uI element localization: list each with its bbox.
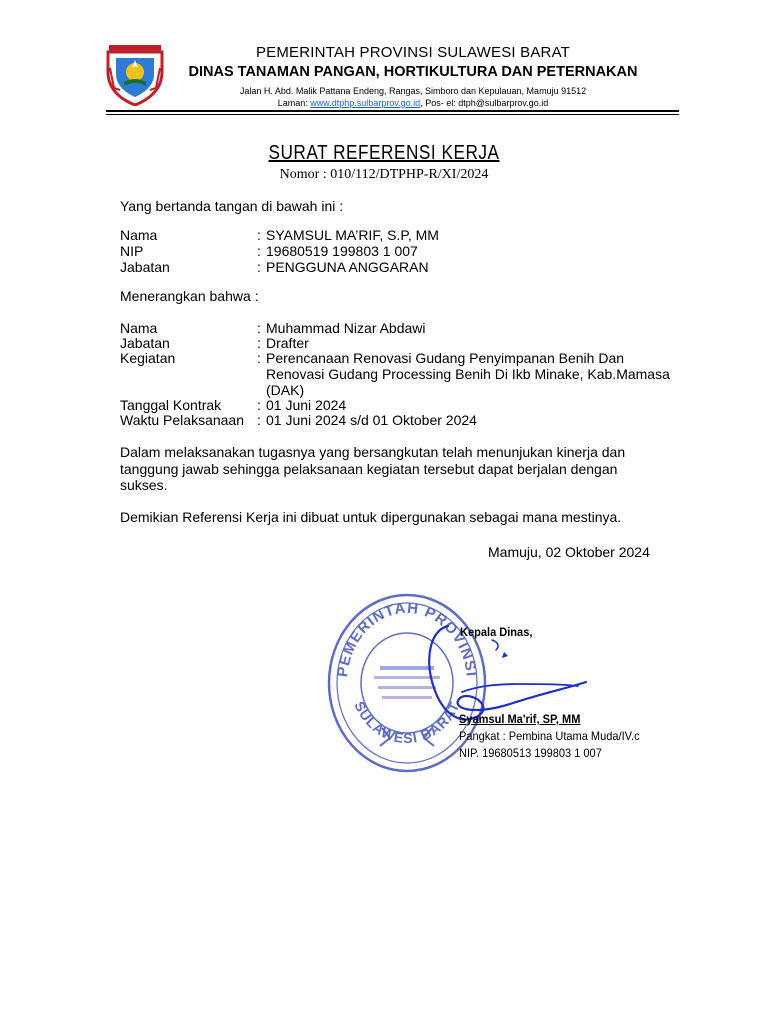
laman-label: Laman: bbox=[277, 98, 311, 108]
closing-paragraph: Demikian Referensi Kerja ini dibuat untuk dipergunakan sebagai mana mestinya. bbox=[120, 509, 622, 525]
agency-contact bbox=[160, 97, 666, 109]
field-label: Waktu Pelaksanaan bbox=[120, 412, 244, 428]
field-label: Nama bbox=[120, 227, 158, 243]
menerangkan-text: Menerangkan bahwa : bbox=[120, 288, 259, 304]
intro-text: Yang bertanda tangan di bawah ini : bbox=[120, 198, 344, 214]
letter-title: SURAT REFERENSI KERJA bbox=[268, 142, 500, 164]
field-value: 01 Juni 2024 bbox=[266, 397, 347, 413]
field-label: Kegiatan bbox=[120, 350, 176, 366]
field-separator: : bbox=[257, 227, 261, 243]
header-rule-thin bbox=[106, 114, 679, 115]
field-value: SYAMSUL MA’RIF, S.P, MM bbox=[266, 227, 439, 243]
stamp-bottom-text: SULAWESI BARAT bbox=[351, 698, 463, 747]
email-text: , Pos- el: dtph@sulbarprov.go.id bbox=[420, 98, 549, 108]
performance-paragraph: Dalam melaksanakan tugasnya yang bersangkutan telah menunjukan kinerja dan tanggung jawab sehingga pelaksanaan kegiatan tersebut dapat berjalan dengan sukses. bbox=[120, 444, 626, 493]
field-value: Drafter bbox=[266, 335, 309, 351]
signatory-nip: NIP. 19680513 199803 1 007 bbox=[459, 746, 602, 760]
agency-address: Jalan H. Abd. Malik Pattana Endeng, Rangas, Simboro dan Kepulauan, Mamuju 91512 bbox=[239, 86, 587, 96]
province-logo bbox=[104, 42, 166, 106]
field-label: Jabatan bbox=[120, 259, 170, 275]
field-separator: : bbox=[257, 412, 261, 428]
field-value: Muhammad Nizar Abdawi bbox=[266, 320, 426, 336]
agency-name: DINAS TANAMAN PANGAN, HORTIKULTURA DAN PETERNAKAN bbox=[188, 64, 638, 80]
field-label: Nama bbox=[120, 320, 158, 336]
field-label: NIP bbox=[120, 243, 144, 259]
letter-number: Nomor : 010/112/DTPHP-R/XI/2024 bbox=[279, 167, 489, 182]
field-label: Tanggal Kontrak bbox=[120, 397, 222, 413]
field-separator: : bbox=[257, 259, 261, 275]
field-value: Perencanaan Renovasi Gudang Penyimpanan Benih Dan Renovasi Gudang Processing Benih Di Ikb Minake, Kab.Mamasa (DAK) bbox=[266, 350, 670, 398]
field-value: 19680519 199803 1 007 bbox=[266, 243, 418, 259]
field-separator: : bbox=[257, 320, 261, 336]
letterhead bbox=[160, 44, 666, 109]
field-separator: : bbox=[257, 397, 261, 413]
signatory-rank: Pangkat : Pembina Utama Muda/IV.c bbox=[459, 729, 640, 743]
website-link[interactable]: www.dtphp.sulbarprov.go.id bbox=[310, 98, 421, 108]
signatory-name: Syamsul Ma'rif, SP, MM bbox=[459, 712, 581, 726]
signature-title: Kepala Dinas, bbox=[460, 625, 533, 639]
stamp-top-text: PEMERINTAH PROVINSI bbox=[334, 599, 480, 679]
field-label: Jabatan bbox=[120, 335, 170, 351]
government-name: PEMERINTAH PROVINSI SULAWESI BARAT bbox=[255, 44, 571, 61]
header-rule-thick bbox=[106, 110, 679, 112]
field-value: PENGGUNA ANGGARAN bbox=[266, 259, 429, 275]
place-date: Mamuju, 02 Oktober 2024 bbox=[488, 544, 650, 560]
field-separator: : bbox=[257, 243, 261, 259]
field-separator: : bbox=[257, 335, 261, 351]
field-value: 01 Juni 2024 s/d 01 Oktober 2024 bbox=[266, 412, 477, 428]
field-separator: : bbox=[257, 350, 261, 366]
